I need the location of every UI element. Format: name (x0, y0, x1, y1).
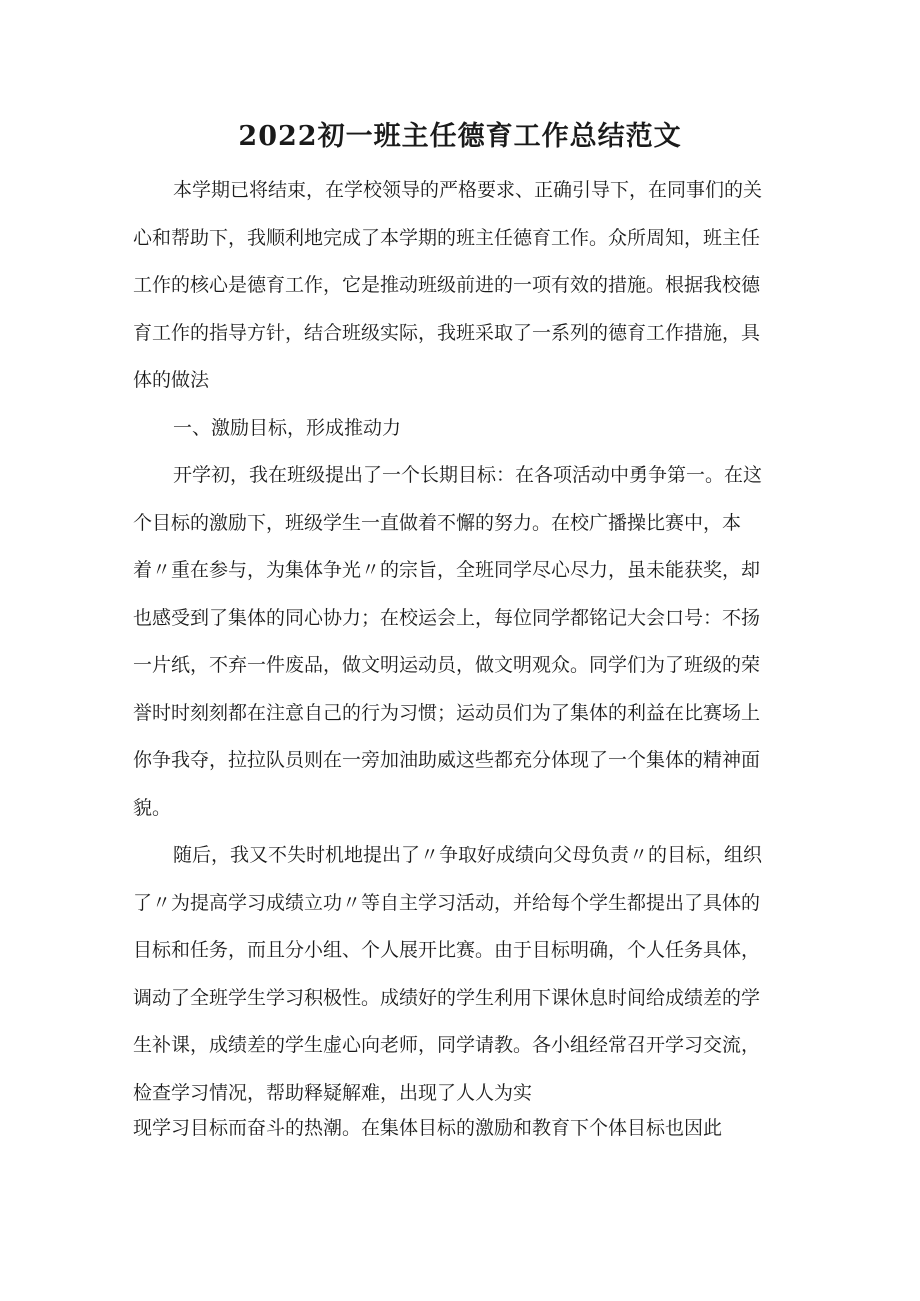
document-body (133, 170, 797, 1155)
text-line: 着〃重在参与，为集体争光〃的宗旨，全班同学尽心尽力，虽未能获奖，却 (133, 559, 761, 581)
text-line: 一、激励目标，形成推动力 (173, 416, 402, 439)
text-line: 誉时时刻刻都在注意自己的行为习惯；运动员们为了集体的利益在比赛场上 (133, 701, 761, 724)
text-line: 了〃为提高学习成绩立功〃等自主学习活动，并给每个学生都提出了具体的 (133, 891, 761, 914)
text-line: 工作的核心是德育工作，它是推动班级前进的一项有效的措施。根据我校德 (133, 274, 761, 296)
text-line: 本学期已将结束，在学校领导的严格要求、正确引导下，在同事们的关 (173, 179, 763, 201)
text-line: 开学初，我在班级提出了一个长期目标：在各项活动中勇争第一。在这 (173, 464, 763, 486)
text-line: 目标和任务，而且分小组、个人展开比赛。由于目标明确，个人任务具体， (133, 939, 761, 961)
text-line: 个目标的激励下，班级学生一直做着不懈的努力。在校广播操比赛中，本 (133, 511, 742, 534)
text-line: 体的做法 (133, 369, 210, 391)
text-line: 检查学习情况，帮助释疑解难，出现了人人为实 (133, 1081, 533, 1104)
text-line: 调动了全班学生学习积极性。成绩好的学生利用下课休息时间给成绩差的学 (133, 986, 761, 1009)
text-line: 随后，我又不失时机地提出了〃争取好成绩向父母负责〃的目标，组织 (173, 844, 763, 866)
text-line: 生补课，成绩差的学生虚心向老师，同学请教。各小组经常召开学习交流， (133, 1034, 761, 1056)
text-line: 你争我夺，拉拉队员则在一旁加油助威这些都充分体现了一个集体的精神面 (133, 749, 761, 771)
text-line: 育工作的指导方针，结合班级实际，我班采取了一系列的德育工作措施，具 (133, 321, 761, 344)
text-line: 心和帮助下，我顺利地完成了本学期的班主任德育工作。众所周知，班主任 (133, 226, 761, 249)
text-line: 也感受到了集体的同心协力；在校运会上，每位同学都铭记大会口号：不扬 (133, 606, 761, 629)
text-line: 现学习目标而奋斗的热潮。在集体目标的激励和教育下个体目标也因此 (133, 1116, 723, 1139)
text-line: 一片纸，不弃一件废品，做文明运动员，做文明观众。同学们为了班级的荣 (133, 654, 761, 676)
document-title: 2022初一班主任德育工作总结范文 (238, 121, 682, 152)
text-line: 貌。 (133, 796, 172, 819)
